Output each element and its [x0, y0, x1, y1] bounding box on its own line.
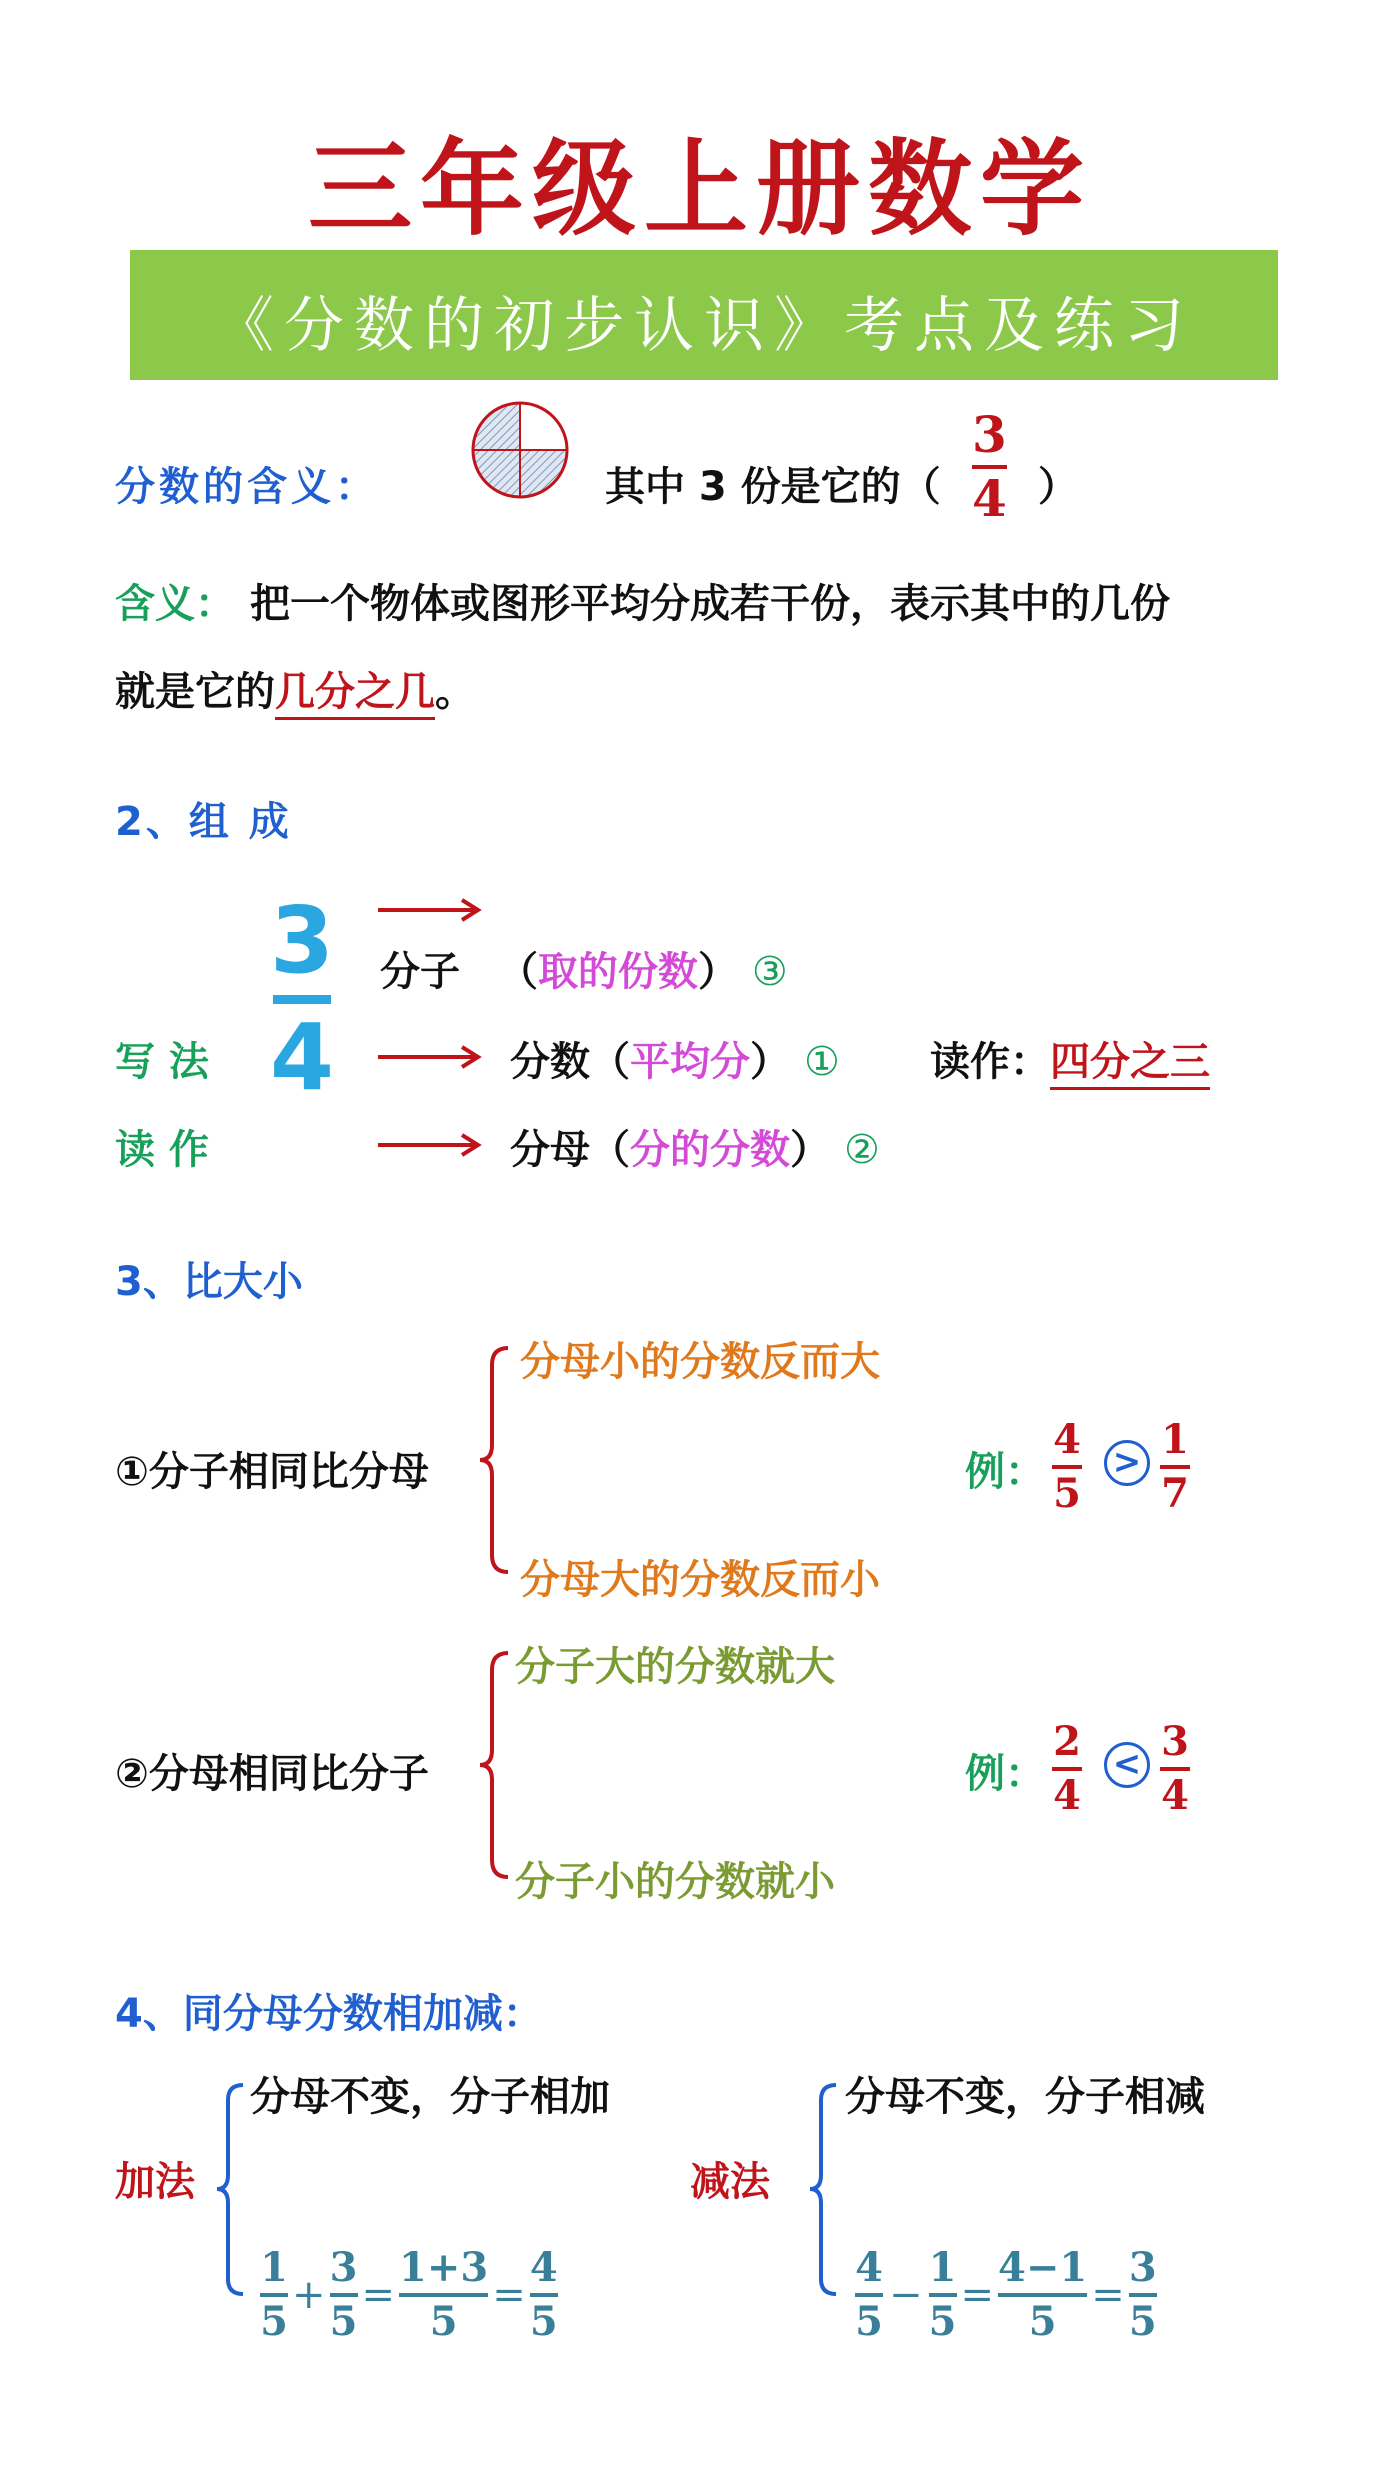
- rule1-left-fraction: [1052, 1416, 1082, 1517]
- denominator-close-paren: ）: [790, 1127, 830, 1173]
- rule1-example-label: 例：: [965, 1449, 1045, 1495]
- meaning-close-paren: ）: [1038, 464, 1078, 510]
- numerator-close-paren: ）: [697, 949, 738, 995]
- fraction-denominator: 5: [1028, 2298, 1057, 2345]
- numerator-open-paren: （: [497, 949, 538, 995]
- rule1-brace: [478, 1345, 518, 1575]
- denominator-row: [510, 1118, 880, 1175]
- rule2-right-fraction: [1160, 1718, 1190, 1819]
- definition-highlight: 几分之几: [275, 669, 435, 720]
- arrow-to-denominator: [378, 1130, 488, 1160]
- subtraction-rule: 分母不变，分子相减: [845, 2074, 1205, 2120]
- rule2-left-fraction: [1052, 1718, 1082, 1819]
- fraction-bar-row: [510, 1030, 840, 1087]
- big-fraction-numerator: 3: [270, 887, 335, 994]
- subtraction-brace: [808, 2082, 844, 2297]
- numerator-meaning: 取的份数: [537, 949, 698, 995]
- section2-heading: 2、组 成: [115, 799, 292, 845]
- fraction-denominator: 5: [1053, 1470, 1081, 1517]
- definition-line1: 把一个物体或图形平均分成若干份，表示其中的几份: [250, 581, 1170, 627]
- subtraction-fraction-4: [1128, 2244, 1157, 2345]
- quartered-circle-figure: [470, 400, 570, 500]
- subtraction-equation: [855, 2245, 1157, 2345]
- fraction-numerator: 4−1: [998, 2244, 1088, 2291]
- fraction-numerator: 4: [529, 2244, 558, 2291]
- rule2-label: ②分母相同比分子: [115, 1751, 429, 1797]
- numerator-order-badge: ③: [751, 949, 788, 995]
- addition-label: 加法: [115, 2159, 195, 2205]
- rule2-example-label: 例：: [965, 1751, 1045, 1797]
- rule1-compare-symbol: >: [1104, 1440, 1150, 1486]
- addition-brace: [215, 2082, 251, 2297]
- fraction-bar-order-badge: ①: [803, 1039, 840, 1085]
- fraction-denominator: 5: [260, 2298, 288, 2345]
- write-label: 写 法: [115, 1039, 209, 1085]
- fraction-bar-term: 分数: [510, 1039, 590, 1085]
- rule2-brace: [478, 1650, 518, 1880]
- section4-heading: 4、同分母分数相加减：: [115, 1991, 543, 2037]
- arrow-to-fraction: [378, 1042, 488, 1072]
- read-as-label: 读作：: [930, 1039, 1050, 1085]
- addition-equation: [260, 2245, 558, 2345]
- section3-heading: 3、比大小: [115, 1259, 303, 1305]
- subtraction-fraction-1: [855, 2244, 883, 2345]
- fraction-bar-close-paren: ）: [750, 1039, 790, 1085]
- big-fraction-denominator: 4: [270, 1004, 335, 1111]
- fraction-numerator: 1: [260, 2244, 288, 2291]
- denominator-term: 分母: [510, 1127, 590, 1173]
- rule1-right-fraction: [1160, 1416, 1190, 1517]
- fraction-numerator: 3: [972, 405, 1007, 464]
- arrow-to-numerator: [378, 895, 488, 925]
- read-as-value: 四分之三: [1050, 1039, 1210, 1090]
- fraction-denominator: 5: [429, 2298, 458, 2345]
- fraction-numerator: 3: [329, 2244, 358, 2291]
- fraction-denominator: 4: [1053, 1772, 1081, 1819]
- definition-line2: [115, 660, 475, 717]
- fraction-numerator: 3: [1161, 1718, 1189, 1765]
- fraction-numerator: 4: [855, 2244, 883, 2291]
- meaning-fraction: [972, 405, 1007, 528]
- addition-rule: 分母不变，分子相加: [250, 2074, 610, 2120]
- fraction-numerator: 1+3: [399, 2244, 489, 2291]
- fraction-numerator: 4: [1053, 1416, 1081, 1463]
- fraction-denominator: 5: [928, 2298, 957, 2345]
- fraction-denominator: 5: [855, 2298, 883, 2345]
- rule2-top: 分子大的分数就大: [515, 1644, 835, 1690]
- addition-fraction-1: [260, 2244, 288, 2345]
- fraction-denominator: 7: [1161, 1470, 1189, 1517]
- fraction-numerator: 3: [1128, 2244, 1157, 2291]
- big-fraction: [270, 887, 335, 1111]
- subtraction-fraction-2: [928, 2244, 957, 2345]
- meaning-sentence: 其中 3 份是它的（: [605, 464, 941, 510]
- fraction-denominator: 4: [1161, 1772, 1189, 1819]
- read-label: 读 作: [115, 1127, 209, 1173]
- subtraction-operator: −: [889, 2272, 923, 2318]
- denominator-order-badge: ②: [843, 1127, 880, 1173]
- fraction-bar-open-paren: （: [590, 1039, 630, 1085]
- meaning-label: 分数的含义：: [115, 464, 379, 510]
- addition-operator: +: [292, 2272, 326, 2318]
- rule1-label: ①分子相同比分母: [115, 1449, 429, 1495]
- fraction-denominator: 5: [1128, 2298, 1157, 2345]
- rule2-compare-symbol: <: [1104, 1742, 1150, 1788]
- fraction-denominator: 5: [529, 2298, 558, 2345]
- addition-fraction-4: [529, 2244, 558, 2345]
- addition-fraction-3: [399, 2244, 489, 2345]
- rule2-bottom: 分子小的分数就小: [515, 1859, 835, 1905]
- rule1-bottom: 分母大的分数反而小: [520, 1557, 880, 1603]
- addition-equals: =: [361, 2272, 396, 2318]
- denominator-meaning: 分的分数: [630, 1127, 790, 1173]
- addition-equals: =: [492, 2272, 526, 2318]
- numerator-term: 分子: [380, 949, 460, 995]
- fraction-numerator: 1: [928, 2244, 957, 2291]
- banner-subtitle: 《分数的初步认识》考点及练习: [214, 291, 1194, 361]
- denominator-open-paren: （: [590, 1127, 630, 1173]
- definition-label: 含义：: [115, 581, 235, 627]
- fraction-numerator: 1: [1161, 1416, 1189, 1463]
- rule1-top: 分母小的分数反而大: [520, 1339, 880, 1385]
- fraction-denominator: 5: [329, 2298, 358, 2345]
- subtraction-fraction-3: [998, 2244, 1088, 2345]
- subtraction-equals: =: [1091, 2272, 1125, 2318]
- fraction-numerator: 2: [1053, 1718, 1081, 1765]
- addition-fraction-2: [329, 2244, 358, 2345]
- fraction-bar-meaning: 平均分: [630, 1039, 750, 1085]
- numerator-row: [380, 940, 788, 997]
- definition-end: 。: [435, 669, 475, 715]
- definition-prefix: 就是它的: [115, 669, 275, 715]
- fraction-denominator: 4: [972, 469, 1007, 528]
- subtraction-label: 减法: [690, 2159, 770, 2205]
- page-title: 三年级上册数学: [307, 128, 1092, 250]
- read-as: [930, 1030, 1210, 1087]
- subtraction-equals: =: [960, 2272, 995, 2318]
